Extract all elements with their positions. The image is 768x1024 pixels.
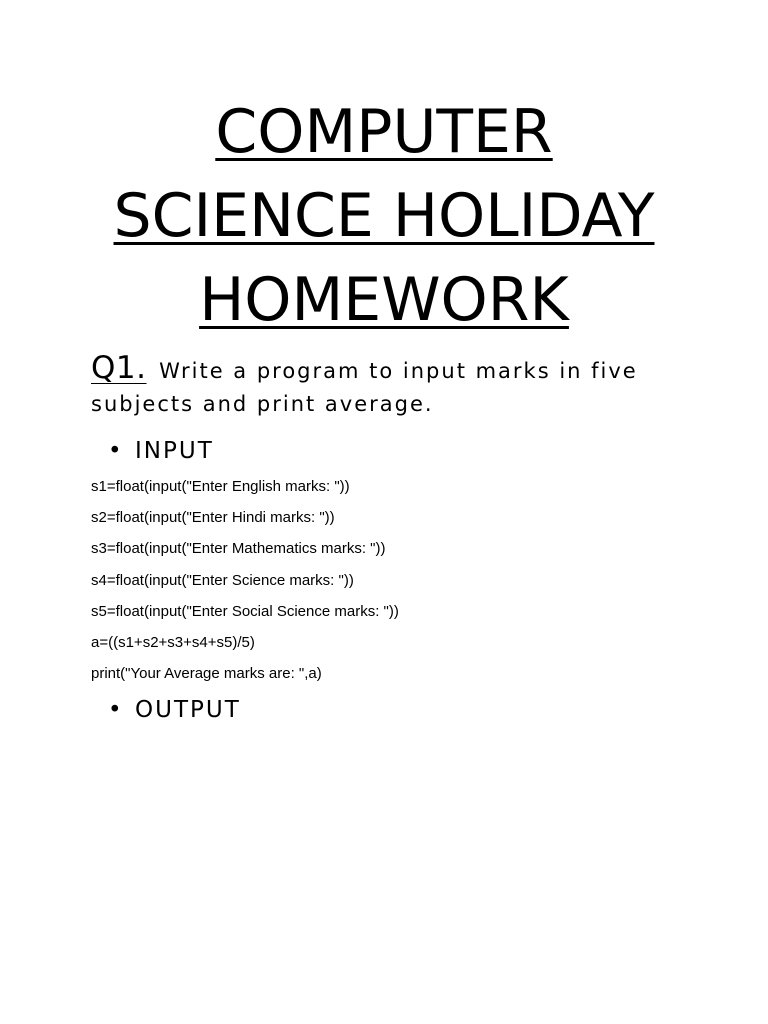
input-label: INPUT	[135, 438, 214, 464]
code-line-6: a=((s1+s2+s3+s4+s5)/5)	[91, 634, 255, 651]
page-title	[0, 90, 768, 342]
code-line-1: s1=float(input("Enter English marks: "))	[91, 478, 350, 495]
code-line-7: print("Your Average marks are: ",a)	[91, 665, 322, 682]
bullet-icon: •	[108, 438, 122, 464]
output-heading	[108, 695, 241, 725]
question-text: Write a program to input marks in five subjects and print average.	[91, 359, 638, 416]
code-line-5: s5=float(input("Enter Social Science marks: "))	[91, 603, 399, 620]
question-number: Q1.	[91, 350, 147, 386]
title-line-3: HOMEWORK	[199, 265, 569, 335]
bullet-icon: •	[108, 697, 122, 723]
code-line-4: s4=float(input("Enter Science marks: "))	[91, 572, 354, 589]
output-label: OUTPUT	[135, 697, 241, 723]
code-line-3: s3=float(input("Enter Mathematics marks: "))	[91, 540, 386, 557]
title-line-2: SCIENCE HOLIDAY	[113, 181, 655, 251]
input-heading	[108, 436, 214, 466]
question-1	[91, 352, 691, 421]
title-line-1: COMPUTER	[215, 97, 553, 167]
code-line-2: s2=float(input("Enter Hindi marks: "))	[91, 509, 335, 526]
